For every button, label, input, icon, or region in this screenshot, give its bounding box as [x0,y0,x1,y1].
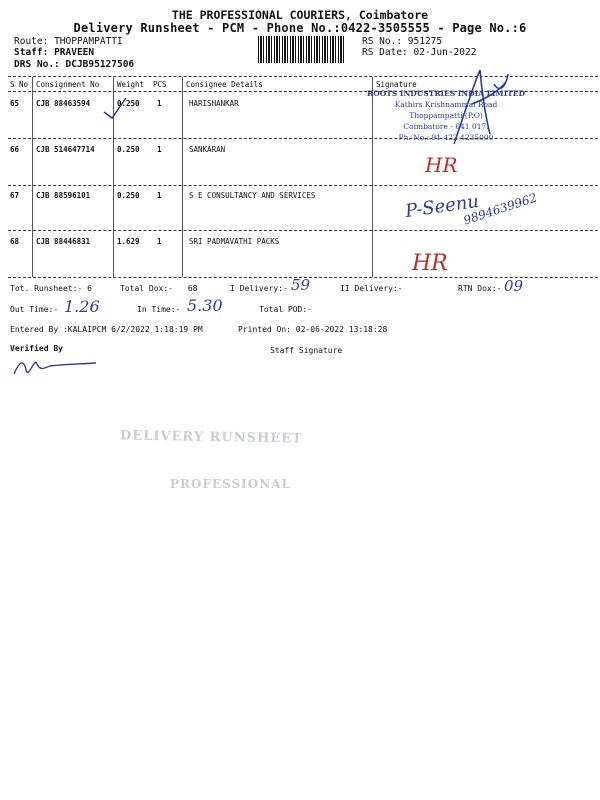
row-weight: 0.250 [117,99,140,108]
column-divider [32,77,33,277]
row-consignment: CJB 88596101 [36,191,91,200]
row-pcs: 1 [157,145,162,154]
row-pcs: 1 [157,191,162,200]
total-dox [120,284,197,293]
row-weight: 1.629 [117,237,140,246]
col-header-consignment: Consignment No [36,80,100,89]
row-pcs: 1 [157,99,162,108]
total-runsheet [10,284,92,293]
faded-text-2: PROFESSIONAL [170,477,291,491]
faded-text-1: DELIVERY RUNSHEET [119,428,303,447]
row-sno: 66 [10,145,20,154]
row-sno: 65 [10,99,20,108]
route-value: THOPPAMPATTI [54,36,123,47]
column-divider [182,77,183,277]
rtn-dox [458,284,501,293]
in-time-label: In Time:- [137,305,181,314]
row-sno: 68 [10,237,20,246]
rs-no-value: 951275 [407,36,443,47]
drs-line [14,59,134,70]
barcode-image [258,36,346,63]
staff-line [14,47,94,58]
col-header-signature: Signature [376,80,417,89]
i-delivery-value: 59 [291,276,311,294]
stamp-phone: Ph. No.: 91 422 4235000 [398,133,494,142]
row-weight: 0.250 [117,191,140,200]
col-header-sno: S No [10,80,29,89]
row-separator [8,185,598,186]
out-time-value: 1.26 [64,297,100,316]
handwritten-check-icon [100,94,130,124]
in-time [137,305,180,314]
stamp-company: ROOTS INDUSTRIES INDIA LIMITED [367,89,525,98]
i-delivery [230,284,288,293]
total-runsheet-value: 6 [87,284,92,293]
rtn-dox-label: RTN Dox:- [458,284,502,293]
rs-date-label: RS Date: [362,47,408,58]
drs-label: DRS No.: [14,59,60,70]
in-time-value: 5.30 [187,296,223,315]
rs-date-value: 02-Jun-2022 [413,47,477,58]
row68-signature: HR [412,251,448,276]
stamp-address-2: Thoppampatti (P.O) [409,111,483,120]
total-pod-label: Total POD:- [259,305,312,314]
row-weight: 0.250 [117,145,140,154]
ii-delivery-label: II Delivery:- [340,284,403,293]
row67-phone: 9894639962 [461,190,539,228]
stamp-address-1: Kathirs Krishnammal Road [394,100,498,109]
row66-signature: HR [425,153,458,177]
drs-value: DCJB95127506 [65,59,135,70]
col-header-pcs: PCS [153,80,167,89]
verified-by: Verified By [10,344,63,353]
staff-signature: Staff Signature [270,346,343,355]
row67-signature: P-Seenu [403,190,481,223]
total-dox-value: 68 [187,284,198,293]
staff-value: PRAVEEN [54,47,95,58]
row-consignment: CJB 88463594 [36,99,91,108]
entered-by: Entered By :KALAIPCM 6/2/2022 1:18:19 PM [10,325,203,334]
rtn-dox-value: 09 [504,277,524,295]
row-separator [8,230,598,231]
row-consignment: CJB 514647714 [36,145,95,154]
company-title: THE PROFESSIONAL COURIERS, Coimbatore [171,8,429,22]
row-sno: 67 [10,191,20,200]
verifier-signature-scribble-icon [10,354,100,380]
col-header-consignee: Consignee Details [186,80,263,89]
printed-on: Printed On: 02-06-2022 13:18:28 [238,325,388,334]
out-time [10,305,58,314]
stamp-address-3: Coimbatore - 641 017. [403,122,489,131]
row-consignee: HARISHANKAR [189,99,239,108]
col-header-weight: Weight [117,80,145,89]
total-pod [259,305,312,314]
rs-no-label: RS No.: [362,36,403,47]
staff-label: Staff: [14,47,49,58]
rs-date-line [362,47,476,58]
row-pcs: 1 [157,237,162,246]
runsheet-subtitle: Delivery Runsheet - PCM - Phone No.:0422-3505555 - Page No.:6 [73,21,527,35]
total-runsheet-label: Tot. Runsheet:- [10,284,83,293]
row-consignment: CJB 88446831 [36,237,91,246]
i-delivery-label: I Delivery:- [230,284,288,293]
rs-no-line [362,36,442,47]
handwritten-signature-scribble-icon [446,64,516,154]
ii-delivery [340,284,403,293]
total-dox-label: Total Dox:- [120,284,173,293]
row-consignee: SANKARAN [189,145,226,154]
out-time-label: Out Time:- [10,305,59,314]
route-label: Route: [14,36,49,47]
row-consignee: S E CONSULTANCY AND SERVICES [189,191,316,200]
row-consignee: SRI PADMAVATHI PACKS [189,237,280,246]
route-line [14,36,123,47]
